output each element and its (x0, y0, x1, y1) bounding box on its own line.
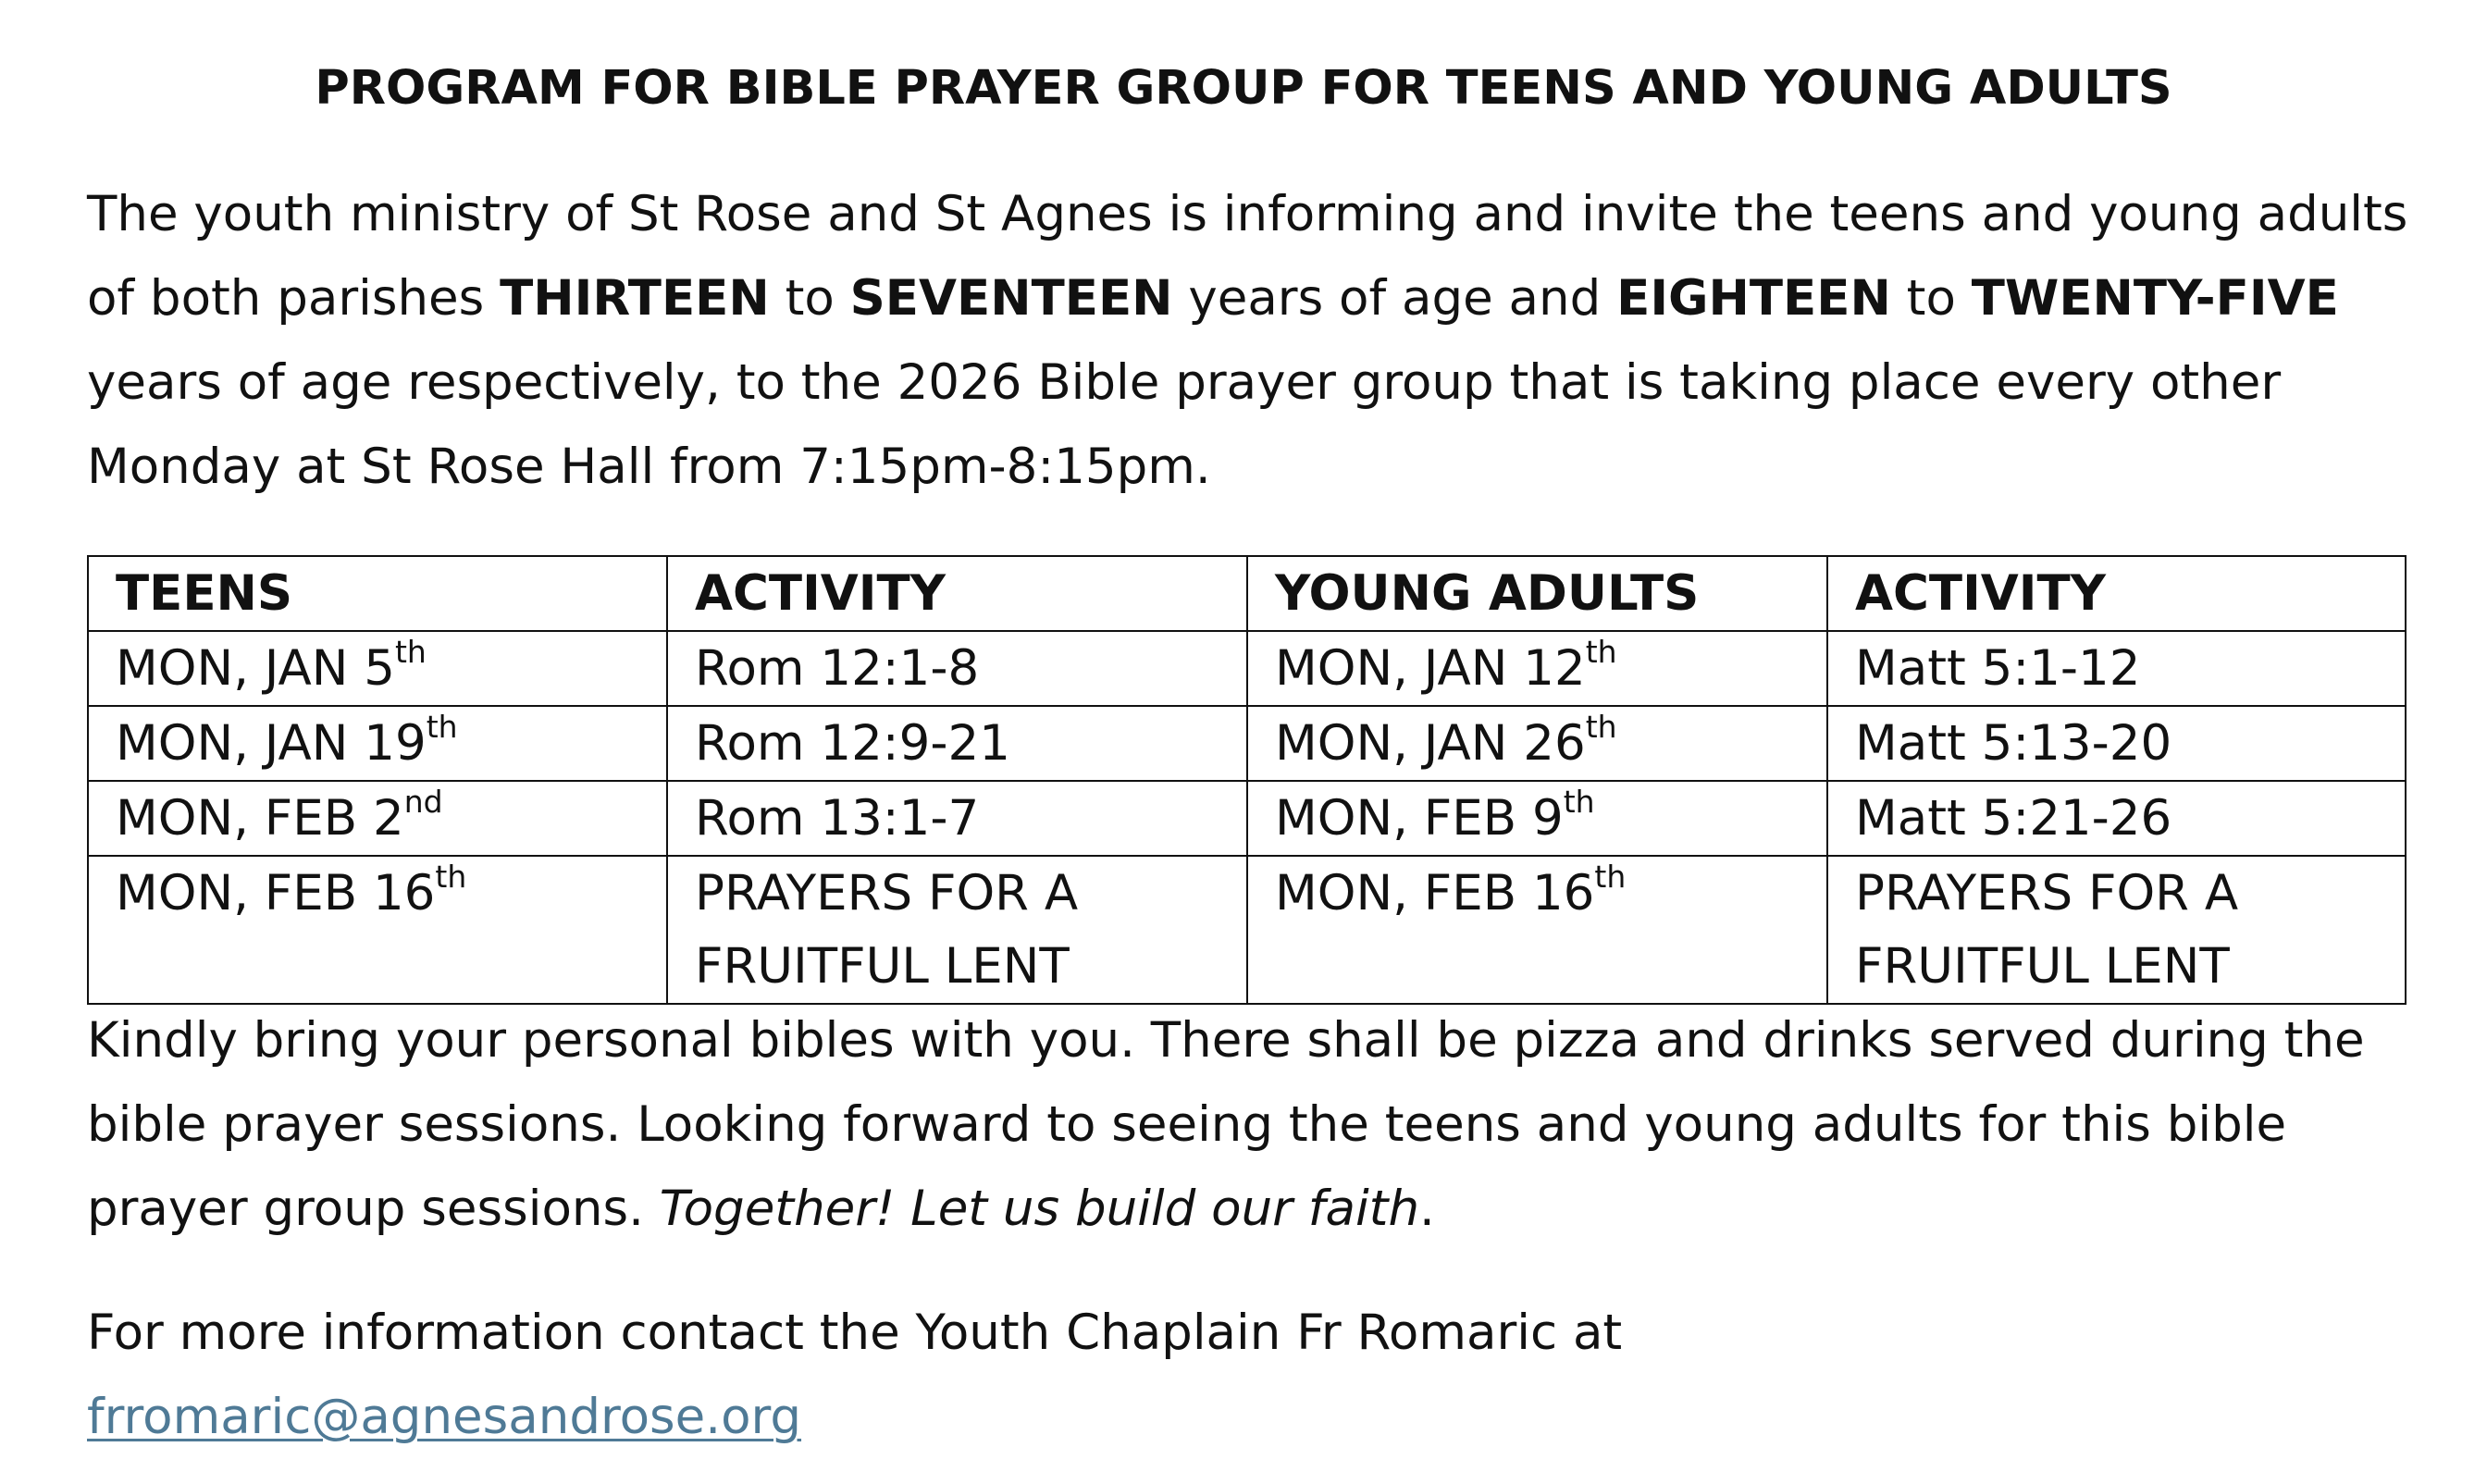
teens-date-cell (88, 856, 667, 1004)
document-title: PROGRAM FOR BIBLE PRAYER GROUP FOR TEENS AND YOUNG ADULTS (315, 61, 2172, 116)
teens-date: MON, JAN 19 (116, 715, 427, 772)
header-teens: TEENS (88, 556, 667, 631)
teens-date: MON, JAN 5 (116, 640, 395, 697)
contact-text: For more information contact the Youth Chaplain Fr Romaric at (87, 1305, 1623, 1361)
young-adults-date-cell (1247, 706, 1827, 781)
intro-text-2: to (769, 270, 850, 327)
teens-activity-cell: Rom 13:1-7 (667, 781, 1247, 856)
date-suffix: th (1585, 709, 1617, 745)
contact-email-link[interactable]: frromaric@agnesandrose.org (87, 1389, 802, 1445)
teens-date-cell (88, 706, 667, 781)
teens-activity-cell: Rom 12:9-21 (667, 706, 1247, 781)
closing-end: . (1419, 1181, 1435, 1237)
date-suffix: nd (403, 784, 443, 820)
young-adults-date: MON, FEB 16 (1275, 865, 1595, 921)
date-suffix: th (1563, 784, 1595, 820)
age-twenty-five: TWENTY-FIVE (1971, 270, 2339, 327)
activity-line: FRUITFUL LENT (695, 938, 1070, 995)
activity-line: FRUITFUL LENT (1855, 938, 2230, 995)
young-adults-activity-cell (1827, 856, 2406, 1004)
header-young-adults-activity: ACTIVITY (1827, 556, 2406, 631)
age-thirteen: THIRTEEN (500, 270, 770, 327)
table-row (88, 706, 2406, 781)
closing-motto: Together! Let us build our faith (659, 1181, 1420, 1237)
young-adults-date: MON, FEB 9 (1275, 790, 1564, 847)
table-row (88, 856, 2406, 1004)
activity-line: PRAYERS FOR A (695, 865, 1079, 921)
date-suffix: th (1594, 859, 1627, 895)
activity-line: PRAYERS FOR A (1855, 865, 2239, 921)
teens-date: MON, FEB 16 (116, 865, 436, 921)
young-adults-date-cell (1247, 781, 1827, 856)
date-suffix: th (426, 709, 458, 745)
young-adults-date-cell (1247, 856, 1827, 1004)
closing-paragraph (87, 998, 2437, 1251)
teens-date-cell (88, 781, 667, 856)
date-suffix: th (394, 634, 427, 670)
young-adults-activity-cell: Matt 5:21-26 (1827, 781, 2406, 856)
contact-paragraph (87, 1291, 2437, 1459)
teens-date-cell (88, 631, 667, 706)
date-suffix: th (1585, 634, 1617, 670)
young-adults-activity-cell: Matt 5:1-12 (1827, 631, 2406, 706)
table-header-row (88, 556, 2406, 631)
teens-activity-cell (667, 856, 1247, 1004)
young-adults-date: MON, JAN 26 (1275, 715, 1586, 772)
table-row (88, 781, 2406, 856)
table-row (88, 631, 2406, 706)
teens-activity-cell: Rom 12:1-8 (667, 631, 1247, 706)
intro-text-5: years of age respectively, to the 2026 Bible prayer group that is taking place every other Monday at St Rose Hall from 7:15pm-8:15pm. (87, 354, 2282, 495)
young-adults-date-cell (1247, 631, 1827, 706)
intro-text-4: to (1890, 270, 1972, 327)
age-seventeen: SEVENTEEN (849, 270, 1173, 327)
closing-text: Kindly bring your personal bibles with you. There shall be pizza and drinks served during the bible prayer sessions. Looking forward to seeing the teens and young adults for this bible prayer group sessions. (87, 1012, 2365, 1237)
young-adults-date: MON, JAN 12 (1275, 640, 1586, 697)
date-suffix: th (435, 859, 467, 895)
header-teens-activity: ACTIVITY (667, 556, 1247, 631)
intro-paragraph (87, 172, 2437, 509)
age-eighteen: EIGHTEEN (1616, 270, 1891, 327)
intro-text-3: years of age and (1172, 270, 1617, 327)
intro-text-1: The youth ministry of St Rose and St Agnes is informing and invite the teens and young adults of both parishes (87, 186, 2408, 327)
teens-date: MON, FEB 2 (116, 790, 404, 847)
young-adults-activity-cell: Matt 5:13-20 (1827, 706, 2406, 781)
schedule-table (87, 555, 2407, 1005)
header-young-adults: YOUNG ADULTS (1247, 556, 1827, 631)
